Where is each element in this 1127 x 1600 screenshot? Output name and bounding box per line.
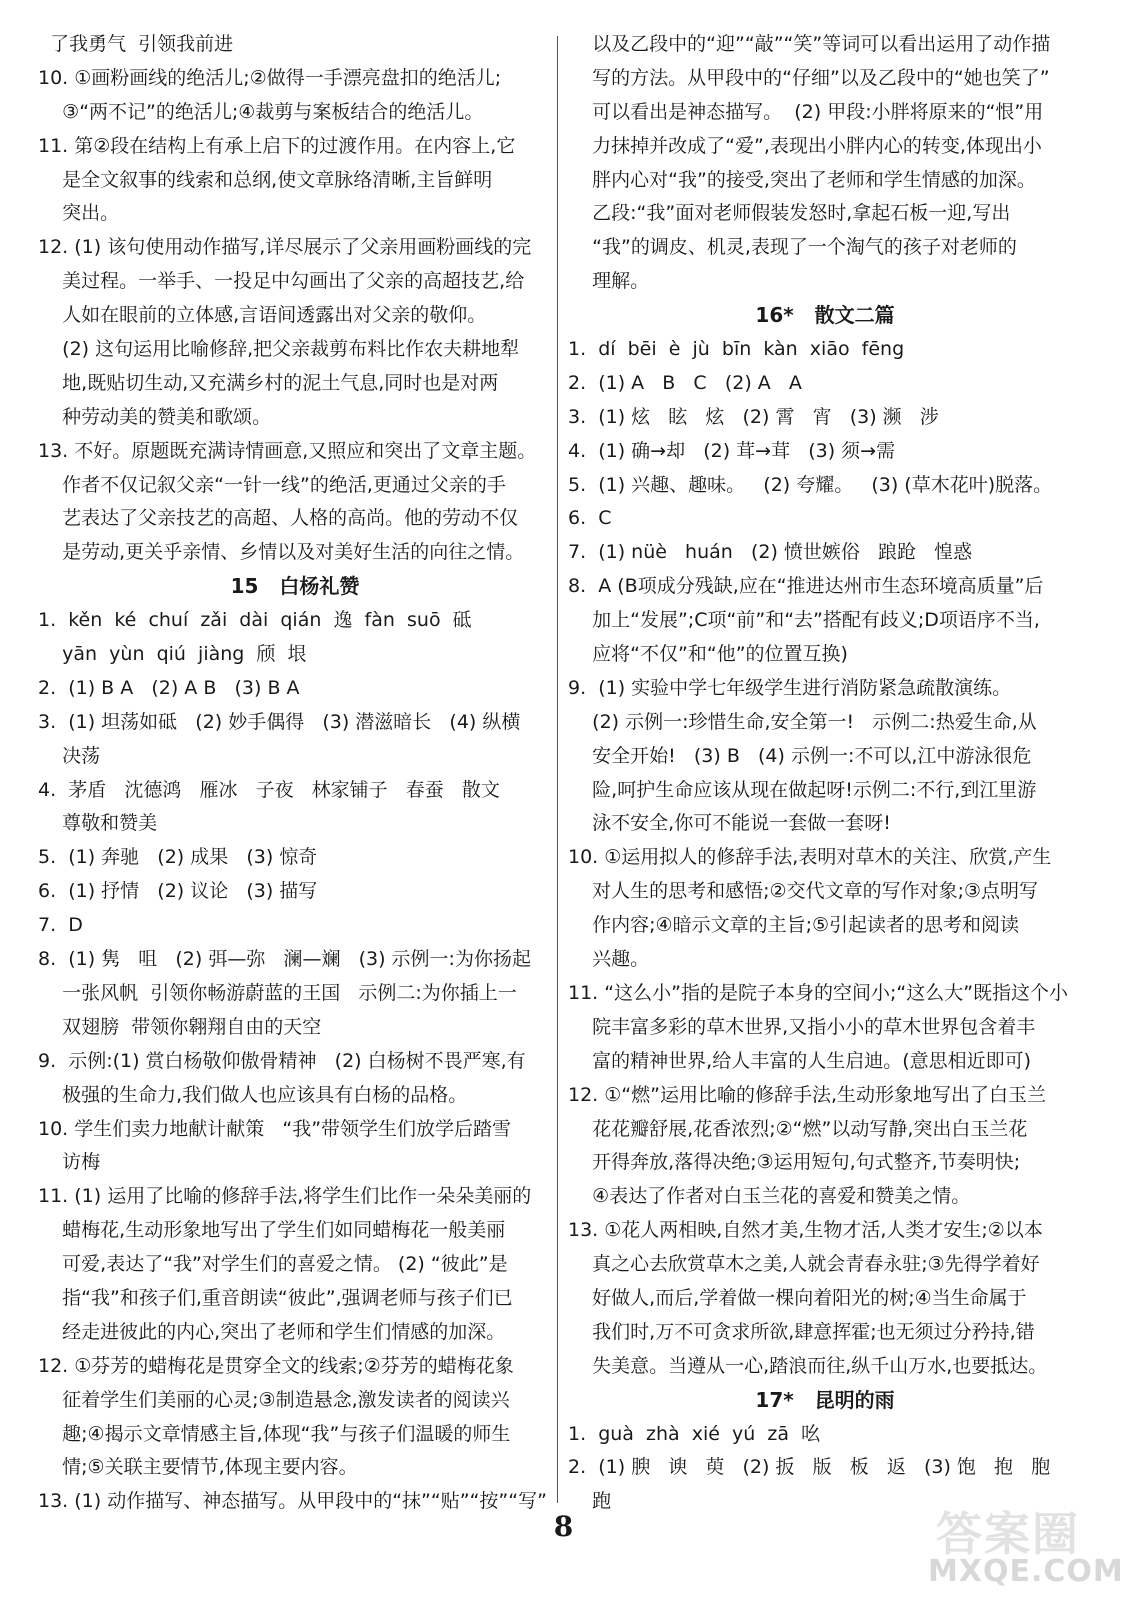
answer-line: “我”的调皮、机灵,表现了一个淘气的孩子对老师的: [568, 236, 1017, 259]
answer-line: 失美意。当遵从一心,踏浪而往,纵千山万水,也要抵达。: [568, 1354, 1048, 1377]
answer-line: 7. D: [38, 914, 83, 937]
answer-line: 10. 学生们卖力地献计献策 “我”带领学生们放学后踏雪: [38, 1117, 512, 1140]
answer-line: 美过程。一举手、一投足中勾画出了父亲的高超技艺,给: [38, 270, 525, 293]
answer-line: 是劳动,更关乎亲情、乡情以及对美好生活的向往之情。: [38, 541, 525, 564]
answer-line: 是全文叙事的线索和总纲,使文章脉络清晰,主旨鲜明: [38, 168, 493, 191]
answer-line: 胖内心对“我”的接受,突出了老师和学生情感的加深。: [568, 168, 1036, 191]
answer-line: 指“我”和孩子们,重音朗读“彼此”,强调老师与孩子们已: [38, 1286, 513, 1309]
answer-line: 11. (1) 运用了比喻的修辞手法,将学生们比作一朵朵美丽的: [38, 1185, 532, 1208]
section-heading: 16* 散文二篇: [755, 303, 895, 328]
answer-line: 可爱,表达了“我”对学生们的喜爱之情。 (2) “彼此”是: [38, 1253, 508, 1276]
answer-line: 以及乙段中的“迎”“敲”“笑”等词可以看出运用了动作描: [568, 33, 1051, 55]
answer-line: 写的方法。从甲段中的“仔细”以及乙段中的“她也笑了”: [568, 66, 1050, 89]
answer-line: 作者不仅记叙父亲“一针一线”的绝活,更通过父亲的手: [38, 473, 506, 496]
answer-line: 真之心去欣赏草木之美,人就会青春永驻;③先得学着好: [568, 1253, 1040, 1276]
answer-line: 好做人,而后,学着做一棵向着阳光的树;④当生命属于: [568, 1286, 1027, 1309]
answer-line: 突出。: [38, 202, 120, 225]
answer-line: 13. 不好。原题既充满诗情画意,又照应和突出了文章主题。: [38, 439, 537, 462]
page-number: 8: [553, 1510, 574, 1543]
answer-line: 加上“发展”;C项“前”和“去”搭配有歧义;D项语序不当,: [568, 609, 1040, 632]
answer-line: 了我勇气 引领我前进: [38, 33, 234, 55]
answer-line: 极强的生命力,我们做人也应该具有白杨的品格。: [38, 1083, 468, 1106]
answer-line: 决荡: [38, 744, 101, 767]
answer-line: 1. dí bēi è jù bīn kàn xiāo fēng: [568, 338, 905, 361]
watermark-site-text: MXQE.COM: [928, 1554, 1124, 1589]
watermark-logo-text: 答案圈: [936, 1507, 1080, 1561]
section-heading: 17* 昆明的雨: [755, 1387, 895, 1412]
answer-line: 8. (1) 隽 咀 (2) 弭—弥 澜—斓 (3) 示例一:为你扬起: [38, 948, 531, 971]
answer-line: 经走进彼此的内心,突出了老师和学生们情感的加深。: [38, 1320, 506, 1343]
answer-line: 1. guà zhà xié yú zā 吆: [568, 1422, 821, 1445]
answer-line: 作内容;④暗示文章的主旨;⑤引起读者的思考和阅读: [568, 914, 1020, 937]
answer-line: 泳不安全,你可不能说一套做一套呀!: [568, 812, 891, 835]
answer-line: 8. A (B项成分残缺,应在“推进达州市生态环境高质量”后: [568, 575, 1044, 598]
answer-line: 趣;④揭示文章情感主旨,体现“我”与孩子们温暖的师生: [38, 1422, 511, 1445]
answer-line: 乙段:“我”面对老师假装发怒时,拿起石板一迎,写出: [568, 202, 1011, 225]
answer-line: 人如在眼前的立体感,言语间透露出对父亲的敬仰。: [38, 304, 487, 327]
answer-line: 5. (1) 兴趣、趣味。 (2) 夸耀。 (3) (草木花叶)脱落。: [568, 473, 1053, 496]
answer-line: 3. (1) 炫 眩 炫 (2) 霄 宵 (3) 濒 涉: [568, 405, 939, 428]
answer-line: 尊敬和赞美: [38, 812, 158, 835]
answer-line: 2. (1) A B C (2) A A: [568, 371, 802, 394]
answer-line: 地,既贴切生动,又充满乡村的泥土气息,同时也是对两: [38, 371, 499, 394]
answer-line: 4. 茅盾 沈德鸿 雁冰 子夜 林家铺子 春蚕 散文: [38, 778, 500, 801]
answer-line: 花花瓣舒展,花香浓烈;②“燃”以动写静,突出白玉兰花: [568, 1117, 1028, 1140]
column-divider: [557, 36, 558, 1503]
answer-line: 蜡梅花,生动形象地写出了学生们如同蜡梅花一般美丽: [38, 1219, 506, 1242]
answer-line: 6. (1) 抒情 (2) 议论 (3) 描写: [38, 880, 318, 903]
answer-line: 13. (1) 动作描写、神态描写。从甲段中的“抹”“贴”“按”“写”: [38, 1490, 547, 1513]
answer-line: ③“两不记”的绝活儿;④裁剪与案板结合的绝活儿。: [38, 100, 484, 123]
answer-line: 可以看出是神态描写。 (2) 甲段:小胖将原来的“恨”用: [568, 100, 1044, 123]
answer-line: 2. (1) B A (2) A B (3) B A: [38, 676, 300, 699]
answer-line: 11. 第②段在结构上有承上启下的过渡作用。在内容上,它: [38, 134, 516, 157]
answer-line: 6. C: [568, 507, 612, 530]
answer-line: 种劳动美的赞美和歌颂。: [38, 405, 272, 428]
section-heading: 15 白杨礼赞: [230, 574, 360, 599]
answer-line: yān yùn qiú jiàng 颀 垠: [38, 643, 307, 666]
answer-line: 2. (1) 腴 谀 萸 (2) 扳 版 板 返 (3) 饱 抱 胞: [568, 1456, 1051, 1479]
answer-line: 富的精神世界,给人丰富的人生启迪。(意思相近即可): [568, 1049, 1032, 1072]
answer-line: 开得奔放,落得决绝;③运用短句,句式整齐,节奏明快;: [568, 1151, 1021, 1174]
answer-line: 情;⑤关联主要情节,体现主要内容。: [38, 1456, 358, 1479]
answer-line: 力抹掉并改成了“爱”,表现出小胖内心的转变,体现出小: [568, 134, 1042, 157]
answer-line: 5. (1) 奔驰 (2) 成果 (3) 惊奇: [38, 846, 318, 869]
watermark-logo: [922, 1498, 1124, 1596]
answer-line: 兴趣。: [568, 948, 650, 971]
answer-line: 11. “这么小”指的是院子本身的空间小;“这么大”既指这个小: [568, 981, 1069, 1004]
answer-line: 征着学生们美丽的心灵;③制造悬念,激发读者的阅读兴: [38, 1388, 510, 1411]
answer-line: 7. (1) nüè huán (2) 愤世嫉俗 踉跄 惶惑: [568, 541, 973, 564]
answer-line: 3. (1) 坦荡如砥 (2) 妙手偶得 (3) 潜滋暗长 (4) 纵横: [38, 710, 521, 733]
right-column: [568, 28, 1082, 1519]
answer-line: (2) 这句运用比喻修辞,把父亲裁剪布料比作农夫耕地犁: [38, 338, 520, 361]
answer-line: 4. (1) 确→却 (2) 茸→茸 (3) 须→需: [568, 439, 896, 462]
answer-line: 对人生的思考和感悟;②交代文章的写作对象;③点明写: [568, 880, 1039, 903]
answer-line: 安全开始! (3) B (4) 示例一:不可以,江中游泳很危: [568, 744, 1032, 767]
answer-line: 双翅膀 带领你翱翔自由的天空: [38, 1015, 322, 1038]
answer-line: 跑: [568, 1490, 612, 1513]
answer-line: 一张风帆 引领你畅游蔚蓝的王国 示例二:为你插上一: [38, 981, 517, 1004]
answer-line: 应将“不仅”和“他”的位置互换): [568, 643, 848, 666]
answer-line: 12. (1) 该句使用动作描写,详尽展示了父亲用画粉画线的完: [38, 236, 532, 259]
answer-line: 10. ①画粉画线的绝活儿;②做得一手漂亮盘扣的绝活儿;: [38, 66, 502, 89]
answer-line: 12. ①“燃”运用比喻的修辞手法,生动形象地写出了白玉兰: [568, 1083, 1047, 1106]
answer-line: 9. (1) 实验中学七年级学生进行消防紧急疏散演练。: [568, 676, 1012, 699]
answer-line: 险,呵护生命应该从现在做起呀!示例二:不行,到江里游: [568, 778, 1037, 801]
answer-line: 9. 示例:(1) 赏白杨敬仰傲骨精神 (2) 白杨树不畏严寒,有: [38, 1049, 526, 1072]
answer-line: (2) 示例一:珍惜生命,安全第一! 示例二:热爱生命,从: [568, 710, 1037, 733]
answer-line: 理解。: [568, 270, 650, 293]
answer-line: 12. ①芬芳的蜡梅花是贯穿全文的线索;②芬芳的蜡梅花象: [38, 1354, 514, 1377]
answer-line: 13. ①花人两相映,自然才美,生物才活,人类才安生;②以本: [568, 1219, 1043, 1242]
answer-line: 10. ①运用拟人的修辞手法,表明对草木的关注、欣赏,产生: [568, 846, 1052, 869]
answer-line: 我们时,万不可贪求所欲,肆意挥霍;也无须过分矜持,错: [568, 1320, 1035, 1343]
answer-line: 访梅: [38, 1151, 101, 1174]
answer-line: ④表达了作者对白玉兰花的喜爱和赞美之情。: [568, 1185, 971, 1208]
answer-line: 1. kěn ké chuí zǎi dài qián 逸 fàn suō 砥: [38, 609, 472, 632]
left-column: [38, 28, 552, 1519]
answer-line: 院丰富多彩的草木世界,又指小小的草木世界包含着丰: [568, 1015, 1036, 1038]
answer-line: 艺表达了父亲技艺的高超、人格的高尚。他的劳动不仅: [38, 507, 519, 530]
